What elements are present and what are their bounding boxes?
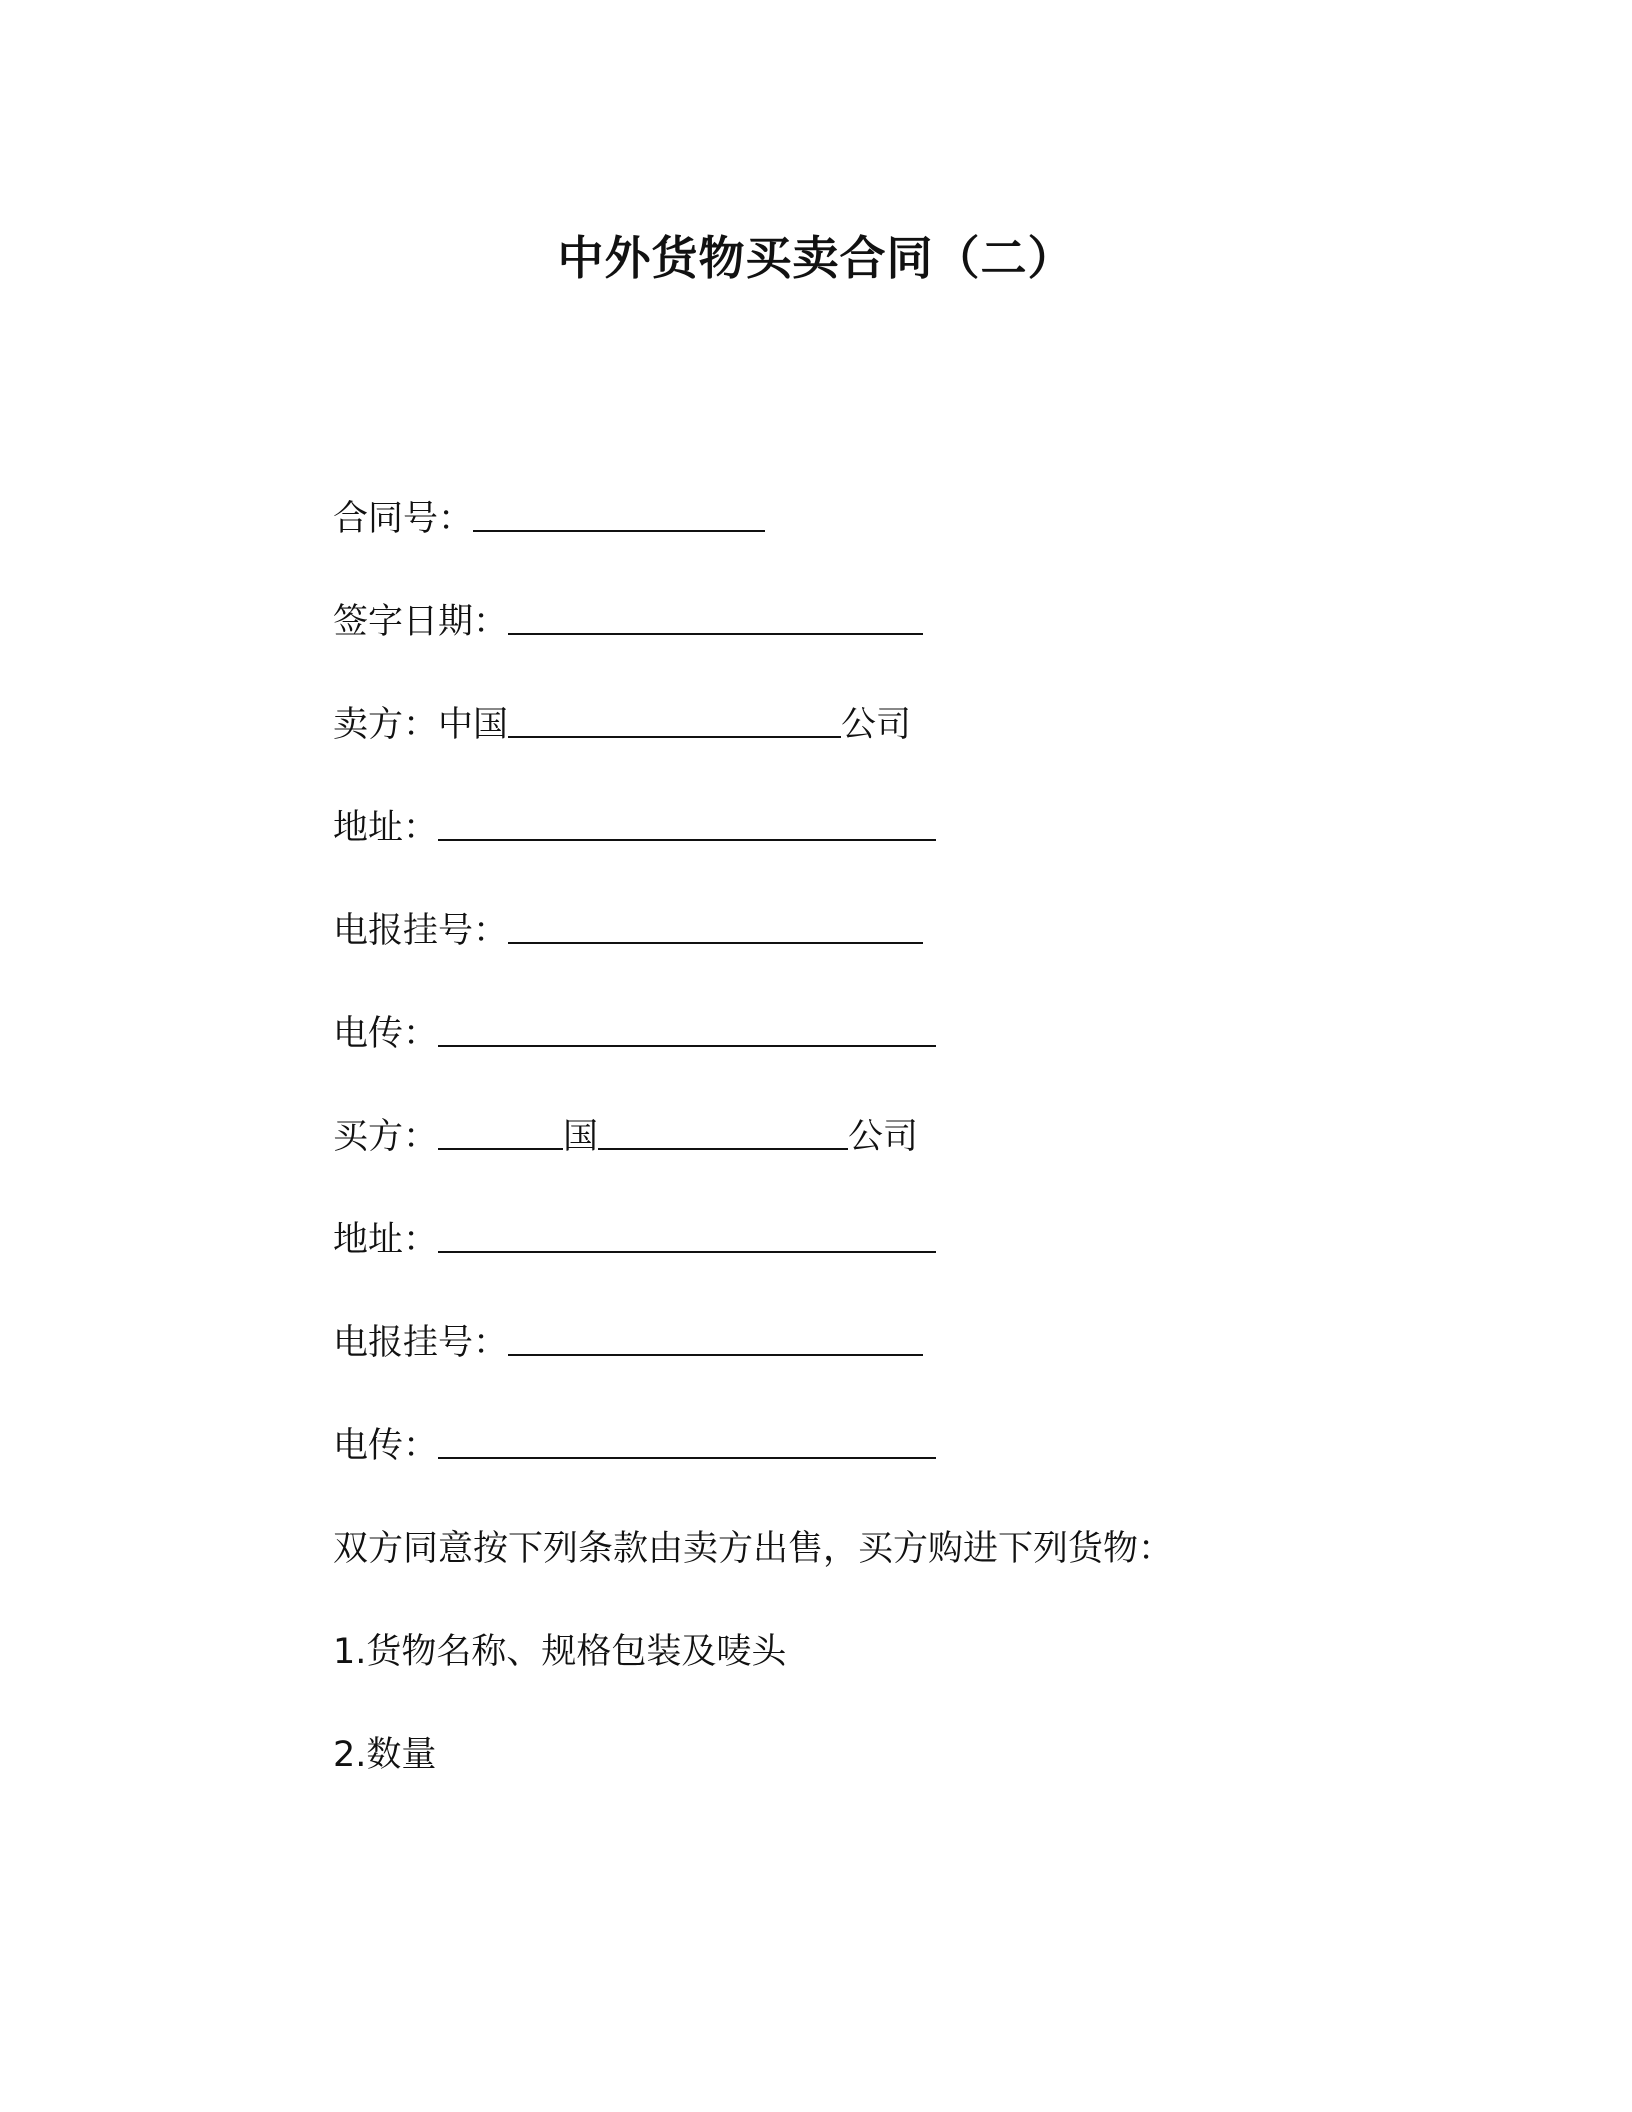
seller-company-blank bbox=[508, 702, 841, 738]
buyer-address-line bbox=[333, 1215, 936, 1265]
contract-number-line bbox=[333, 494, 765, 544]
clause-quantity: 2.数量 bbox=[333, 1735, 437, 1775]
buyer-fax-line bbox=[333, 1421, 936, 1471]
buyer-company-suffix: 公司 bbox=[848, 1117, 919, 1157]
buyer-cable-label: 电报挂号： bbox=[333, 1323, 509, 1363]
buyer-address-blank bbox=[438, 1217, 936, 1253]
agreement-statement: 双方同意按下列条款由卖方出售，买方购进下列货物： bbox=[333, 1529, 1174, 1569]
buyer-cable-line bbox=[333, 1318, 923, 1368]
buyer-address-label: 地址： bbox=[333, 1220, 439, 1260]
seller-cable-line bbox=[333, 906, 923, 956]
seller-address-line bbox=[333, 803, 936, 853]
buyer-country-suffix: 国 bbox=[563, 1117, 599, 1157]
contract-number-blank bbox=[473, 496, 765, 532]
buyer-country-blank bbox=[438, 1114, 563, 1150]
seller-country: 中国 bbox=[438, 705, 509, 745]
seller-address-label: 地址： bbox=[333, 808, 439, 848]
seller-address-blank bbox=[438, 805, 936, 841]
buyer-fax-blank bbox=[438, 1423, 936, 1459]
buyer-company-blank bbox=[598, 1114, 848, 1150]
seller-line bbox=[333, 700, 911, 750]
sign-date-label: 签字日期： bbox=[333, 602, 509, 642]
sign-date-line bbox=[333, 597, 923, 647]
buyer-fax-label: 电传： bbox=[333, 1426, 439, 1466]
seller-company-suffix: 公司 bbox=[841, 705, 912, 745]
buyer-line bbox=[333, 1112, 918, 1162]
seller-fax-line bbox=[333, 1009, 936, 1059]
clause-goods-description: 1.货物名称、规格包装及唛头 bbox=[333, 1632, 787, 1672]
document-title: 中外货物买卖合同（二） bbox=[557, 231, 1075, 285]
seller-fax-blank bbox=[438, 1011, 936, 1047]
seller-label: 卖方： bbox=[333, 705, 439, 745]
sign-date-blank bbox=[508, 599, 923, 635]
seller-cable-blank bbox=[508, 908, 923, 944]
buyer-label: 买方： bbox=[333, 1117, 439, 1157]
seller-fax-label: 电传： bbox=[333, 1014, 439, 1054]
seller-cable-label: 电报挂号： bbox=[333, 911, 509, 951]
contract-number-label: 合同号： bbox=[333, 499, 474, 539]
buyer-cable-blank bbox=[508, 1320, 923, 1356]
